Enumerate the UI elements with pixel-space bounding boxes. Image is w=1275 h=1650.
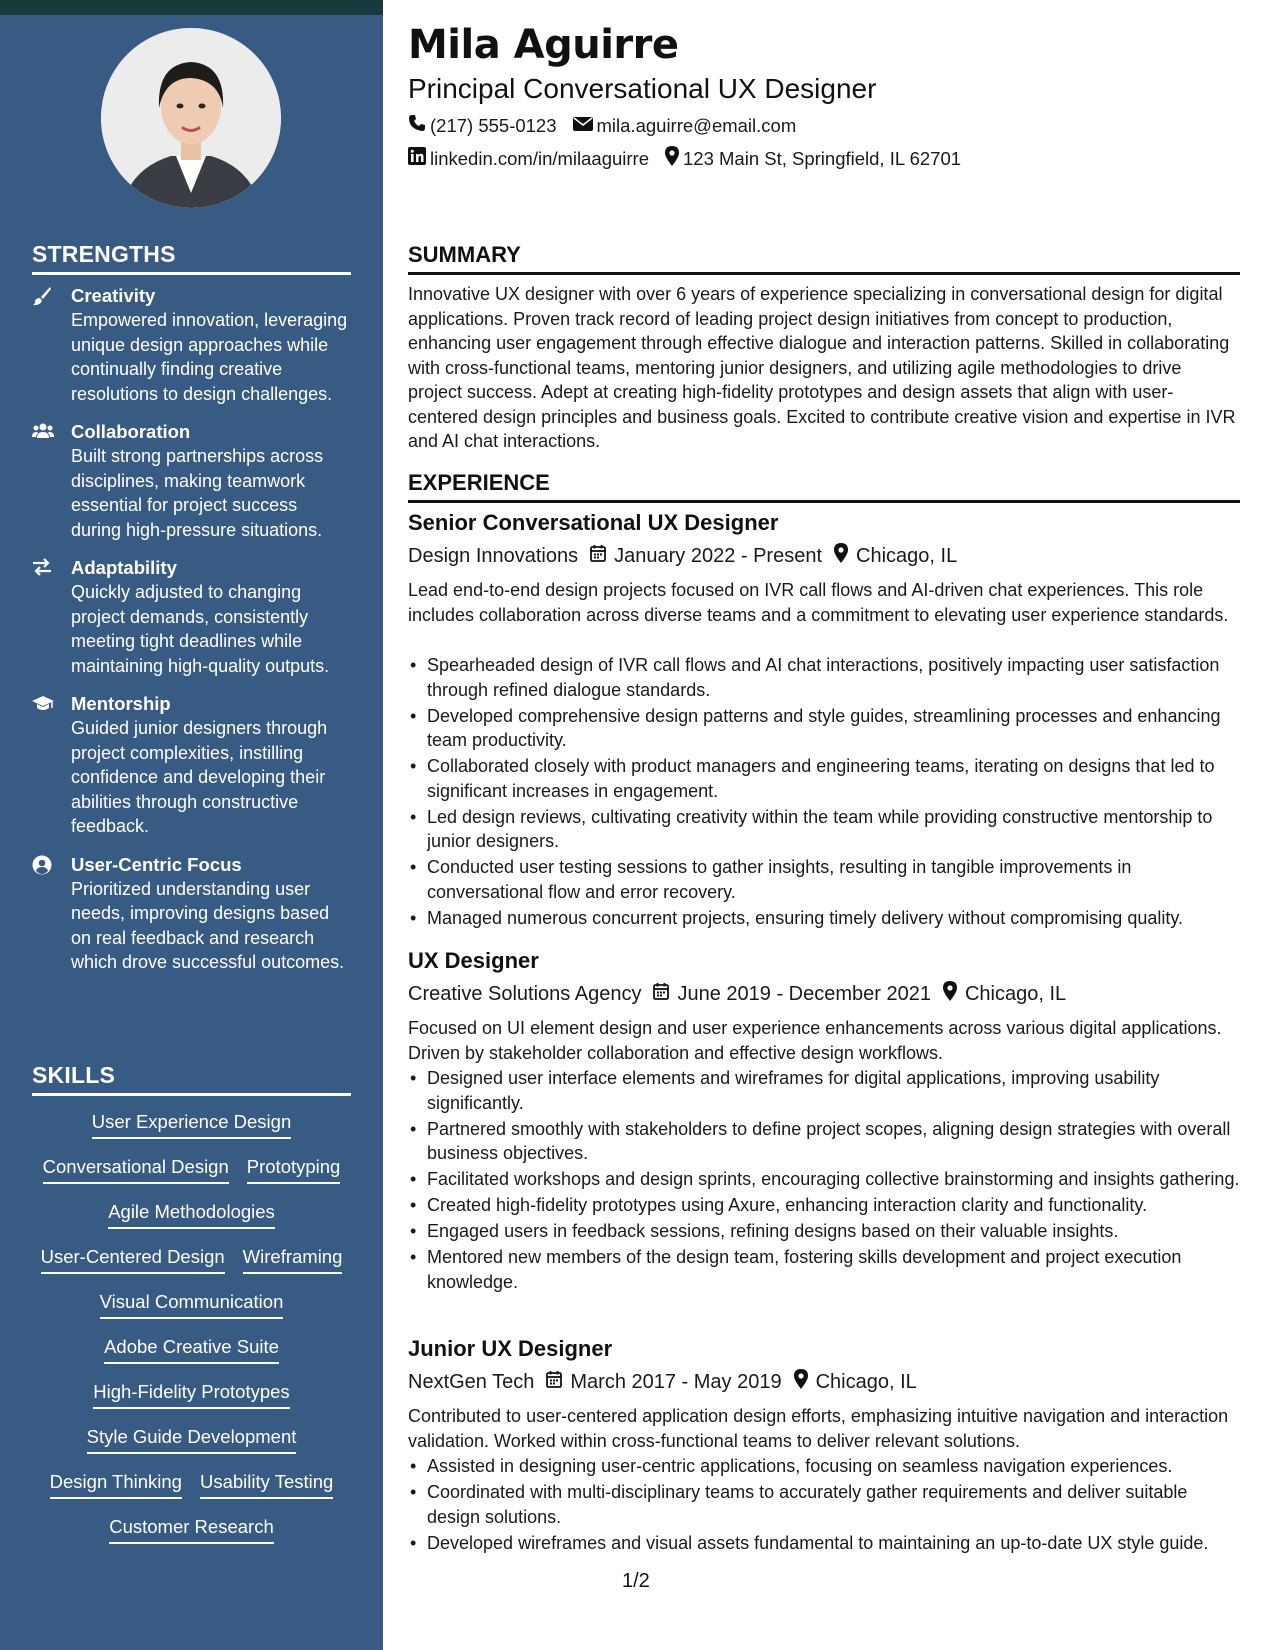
skill-tag: User-Centered Design xyxy=(41,1245,225,1274)
list-item: • Developed wireframes and visual assets fundamental to maintaining an up-to-date UX style guide. xyxy=(408,1531,1240,1556)
skill-tag: Design Thinking xyxy=(50,1470,182,1499)
list-item: • Assisted in designing user-centric applications, focusing on seamless navigation experiences. xyxy=(408,1454,1240,1479)
job-dates: March 2017 - May 2019 xyxy=(570,1370,782,1393)
page-number: 1/2 xyxy=(622,1570,650,1592)
strength-title: Adaptability xyxy=(71,557,177,578)
skill-tag: Customer Research xyxy=(109,1515,274,1544)
job-meta xyxy=(408,543,957,569)
sidebar xyxy=(0,0,383,1650)
address: 123 Main St, Springfield, IL 62701 xyxy=(683,147,962,169)
envelope-icon xyxy=(573,115,593,137)
skill-tag: Visual Communication xyxy=(100,1290,284,1319)
company-name: Design Innovations xyxy=(408,544,579,567)
job-location: Chicago, IL xyxy=(856,544,958,567)
strength-item xyxy=(32,853,352,975)
job-title: Senior Conversational UX Designer xyxy=(408,510,779,535)
skill-tag: User Experience Design xyxy=(92,1110,291,1139)
skill-tag: Agile Methodologies xyxy=(108,1200,275,1229)
contact-row-1 xyxy=(408,114,796,137)
strength-title: Mentorship xyxy=(71,693,171,714)
paintbrush-icon xyxy=(32,284,71,406)
calendar-icon xyxy=(653,982,669,1006)
candidate-name: Mila Aguirre xyxy=(408,22,679,68)
contact-row-2 xyxy=(408,146,961,171)
strength-description: Prioritized understanding user needs, improving designs based on real feedback and research which drove successful outcomes. xyxy=(71,878,345,972)
strengths-heading: STRENGTHS xyxy=(32,241,351,275)
job-dates: June 2019 - December 2021 xyxy=(677,982,931,1005)
job-title: Junior UX Designer xyxy=(408,1336,613,1361)
job-meta xyxy=(408,981,1066,1007)
email-link[interactable]: mila.aguirre@email.com xyxy=(596,114,797,136)
summary-heading: SUMMARY xyxy=(408,242,1240,275)
list-item: • Collaborated closely with product managers and engineering teams, iterating on designs that led to significant increases in engagement. xyxy=(408,754,1240,803)
location-pin-icon xyxy=(794,1369,808,1395)
skill-tag: Adobe Creative Suite xyxy=(104,1335,279,1364)
sidebar-top-bar xyxy=(0,0,383,15)
company-name: NextGen Tech xyxy=(408,1370,535,1393)
strength-description: Guided junior designers through project complexities, instilling confidence and developing their abilities through constructive feedback. xyxy=(71,718,328,836)
list-item: • Coordinated with multi-disciplinary teams to accurately gather requirements and deliver suitable design solutions. xyxy=(408,1480,1240,1529)
phone-icon xyxy=(408,114,426,137)
list-item: • Created high-fidelity prototypes using Axure, enhancing interaction clarity and functionality. xyxy=(408,1193,1240,1218)
skill-tag: Usability Testing xyxy=(200,1470,333,1499)
strength-item xyxy=(32,692,352,839)
list-item: • Partnered smoothly with stakeholders to define project scopes, aligning design strategies with overall business objectives. xyxy=(408,1117,1240,1166)
skill-tag: Style Guide Development xyxy=(87,1425,297,1454)
job-bullets xyxy=(408,1454,1240,1557)
job-location: Chicago, IL xyxy=(815,1370,917,1393)
calendar-icon xyxy=(590,544,606,568)
strength-item xyxy=(32,556,352,678)
list-item: • Managed numerous concurrent projects, ensuring timely delivery without compromising quality. xyxy=(408,906,1240,931)
linkedin-icon xyxy=(408,147,426,170)
summary-text: Innovative UX designer with over 6 years of experience specializing in conversational design for digital applications. Proven track record of leading project design initiatives from concept to production, enhancing user engagement through effective dialogue and interaction patterns. Skilled in collaborating with cross-functional teams, mentoring junior designers, and utilizing agile methodologies to drive project success. Adept at creating high-fidelity prototypes and design assets that align with user-centered design principles and business goals. Excited to contribute creative vision and expertise in IVR and AI chat interactions. xyxy=(408,284,1236,451)
skill-tag: Prototyping xyxy=(247,1155,341,1184)
location-pin-icon xyxy=(943,981,957,1007)
skill-tag: High-Fidelity Prototypes xyxy=(93,1380,289,1409)
list-item: • Mentored new members of the design team, fostering skills development and project execution knowledge. xyxy=(408,1245,1240,1294)
user-circle-icon xyxy=(32,853,71,975)
job-title: UX Designer xyxy=(408,948,539,973)
skills-heading: SKILLS xyxy=(32,1062,351,1096)
strength-title: User-Centric Focus xyxy=(71,853,242,875)
graduation-cap-icon xyxy=(32,692,71,839)
strength-item xyxy=(32,284,352,406)
job-meta xyxy=(408,1369,917,1395)
list-item: • Led design reviews, cultivating creativity within the team while providing constructive mentorship to junior designers. xyxy=(408,805,1240,854)
strength-description: Empowered innovation, leveraging unique design approaches while continually finding creative resolutions to design challenges. xyxy=(71,310,348,404)
list-item: • Engaged users in feedback sessions, refining designs based on their valuable insights. xyxy=(408,1219,1240,1244)
list-item: • Spearheaded design of IVR call flows and AI chat interactions, positively impacting user satisfaction through refined dialogue standards. xyxy=(408,653,1240,702)
location-pin-icon xyxy=(665,146,679,171)
list-item: • Designed user interface elements and wireframes for digital applications, improving usability significantly. xyxy=(408,1066,1240,1115)
linkedin-link[interactable]: linkedin.com/in/milaaguirre xyxy=(430,147,650,169)
job-dates: January 2022 - Present xyxy=(614,544,823,567)
exchange-arrows-icon xyxy=(32,556,71,678)
skills-list xyxy=(32,1110,351,1560)
calendar-icon xyxy=(546,1370,562,1394)
skill-tag: Conversational Design xyxy=(43,1155,229,1184)
location-pin-icon xyxy=(834,543,848,569)
strength-description: Built strong partnerships across disciplines, making teamwork essential for project success during high-pressure situations. xyxy=(71,446,324,540)
candidate-role: Principal Conversational UX Designer xyxy=(408,73,877,104)
skill-tag: Wireframing xyxy=(243,1245,343,1274)
job-bullets xyxy=(408,653,1240,932)
users-icon xyxy=(32,420,71,542)
list-item: • Conducted user testing sessions to gather insights, resulting in tangible improvements in conversational flow and error recovery. xyxy=(408,855,1240,904)
strengths-list xyxy=(32,284,352,989)
profile-photo xyxy=(101,28,281,208)
strength-description: Quickly adjusted to changing project demands, consistently meeting tight deadlines while maintaining high-quality outputs. xyxy=(71,582,330,676)
list-item: • Developed comprehensive design patterns and style guides, streamlining processes and enhancing team productivity. xyxy=(408,704,1240,753)
job-location: Chicago, IL xyxy=(964,982,1067,1005)
job-description: Contributed to user-centered application design efforts, emphasizing intuitive navigation and interaction validation. Worked within cross-functional teams to deliver relevant solutions. xyxy=(408,1406,1229,1451)
company-name: Creative Solutions Agency xyxy=(408,982,642,1005)
strength-title: Collaboration xyxy=(71,421,191,442)
job-bullets xyxy=(408,1066,1240,1296)
experience-heading: EXPERIENCE xyxy=(408,470,1240,503)
strength-item xyxy=(32,420,352,542)
strength-title: Creativity xyxy=(71,285,156,306)
list-item: • Facilitated workshops and design sprints, encouraging collective brainstorming and insights gathering. xyxy=(408,1167,1240,1192)
job-description: Focused on UI element design and user experience enhancements across various digital applications. Driven by stakeholder collaboration and effective design workflows. xyxy=(408,1018,1222,1063)
phone-number[interactable]: (217) 555-0123 xyxy=(430,114,557,136)
job-description: Lead end-to-end design projects focused on IVR call flows and AI-driven chat experiences. This role includes collaboration across diverse teams and a commitment to elevating user experience standards. xyxy=(408,580,1229,625)
